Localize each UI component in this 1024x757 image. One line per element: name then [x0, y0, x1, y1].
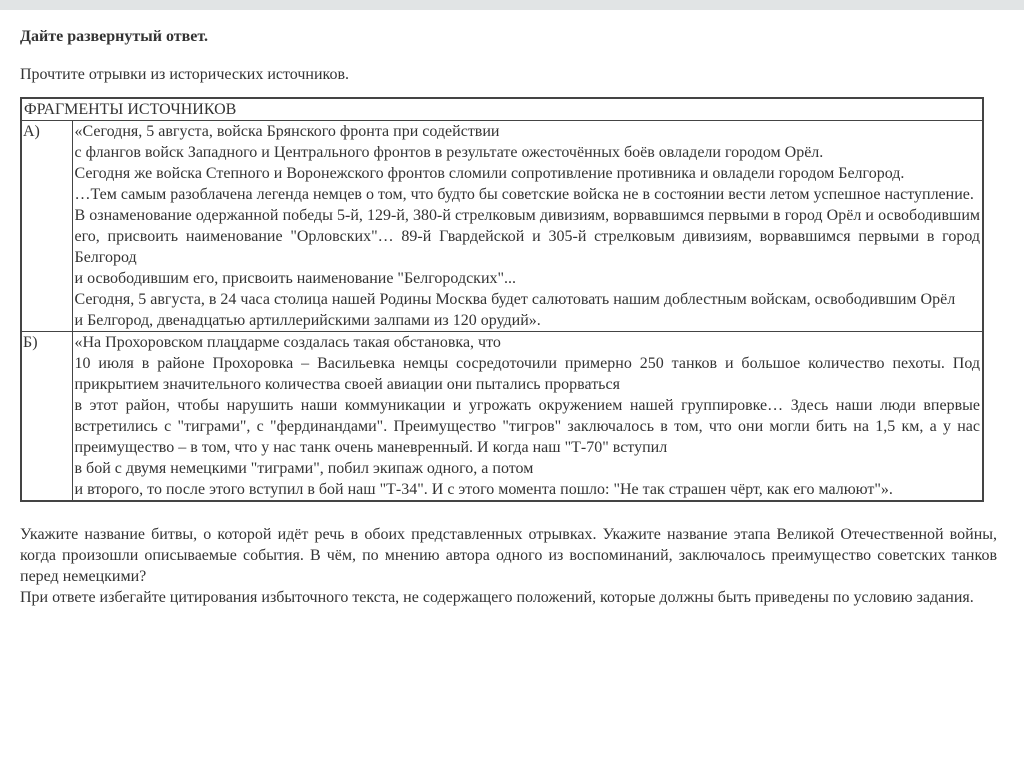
source-letter: Б) — [21, 332, 72, 502]
source-row-b — [21, 332, 983, 502]
source-fragment — [72, 121, 983, 332]
task-title: Дайте развернутый ответ. — [20, 28, 208, 45]
fragment-paragraph: и освободившим его, присвоить наименование "Белгородских"... — [74, 270, 517, 287]
question-text: Укажите название битвы, о которой идёт речь в обоих представленных отрывках. Укажите название этапа Великой Отечественной войны, когда произошли описываемые события. В чём, по мнению автора одного из воспоминаний, заключалось преимущество советских танков перед немецкими? — [20, 526, 997, 585]
fragment-paragraph: и второго, то после этого вступил в бой наш "Т-34". И с этого момента пошло: "Не так страшен чёрт, как его малюют"». — [74, 481, 893, 498]
fragment-paragraph: с флангов войск Западного и Центрального фронтов в результате ожесточённых боёв овладели городом Орёл. — [74, 144, 824, 161]
fragment-paragraph: «Сегодня, 5 августа, войска Брянского фронта при содействии — [74, 123, 500, 140]
fragment-paragraph: в бой с двумя немецкими "тиграми", побил экипаж одного, а потом — [74, 460, 534, 477]
top-bar — [0, 0, 1024, 10]
fragment-paragraph: Сегодня, 5 августа, в 24 часа столица нашей Родины Москва будет салютовать нашим доблестным войскам, освободившим Орёл — [74, 291, 956, 308]
source-fragment — [72, 332, 983, 502]
question-block — [20, 524, 997, 608]
fragment-paragraph: В ознаменование одержанной победы 5-й, 129-й, 380-й стрелковым дивизиям, ворвавшимся первыми в город Орёл и освободившим его, присвоить наименование "Орловских"… 89-й Гвардейской и 305-й стрелковым дивизиям, ворвавшимся первыми в город Белгород — [74, 207, 980, 266]
sources-table — [20, 97, 984, 502]
task-intro: Прочтите отрывки из исторических источников. — [20, 66, 350, 83]
source-letter: А) — [21, 121, 72, 332]
source-row-a — [21, 121, 983, 332]
sources-table-header: ФРАГМЕНТЫ ИСТОЧНИКОВ — [21, 98, 983, 121]
fragment-paragraph: «На Прохоровском плацдарме создалась такая обстановка, что — [74, 334, 501, 351]
fragment-paragraph: …Тем самым разоблачена легенда немцев о том, что будто бы советские войска не в состоянии вести летом успешное наступление. — [74, 186, 974, 203]
fragment-paragraph: в этот район, чтобы нарушить наши коммуникации и угрожать окружением нашей группировке… Здесь наши люди впервые встретились с "тиграми", с "фердинандами". Преимущество "тигров" заключалось в том, что они могли бить на 1,5 км, а у нас преимущество – в том, что у нас танк очень маневренный. И когда наш "Т-70" вступил — [74, 397, 980, 456]
task-content — [20, 26, 998, 608]
answer-instruction: При ответе избегайте цитирования избыточного текста, не содержащего положений, которые должны быть приведены по условию задания. — [20, 589, 974, 606]
fragment-paragraph: 10 июля в районе Прохоровка – Васильевка немцы сосредоточили примерно 250 танков и большое количество пехоты. Под прикрытием значительного количества своей авиации они пытались прорваться — [74, 355, 980, 393]
fragment-paragraph: и Белгород, двенадцатью артиллерийскими залпами из 120 орудий». — [74, 312, 541, 329]
fragment-paragraph: Сегодня же войска Степного и Воронежского фронтов сломили сопротивление противника и овладели городом Белгород. — [74, 165, 905, 182]
sources-table-header-row — [21, 98, 983, 121]
